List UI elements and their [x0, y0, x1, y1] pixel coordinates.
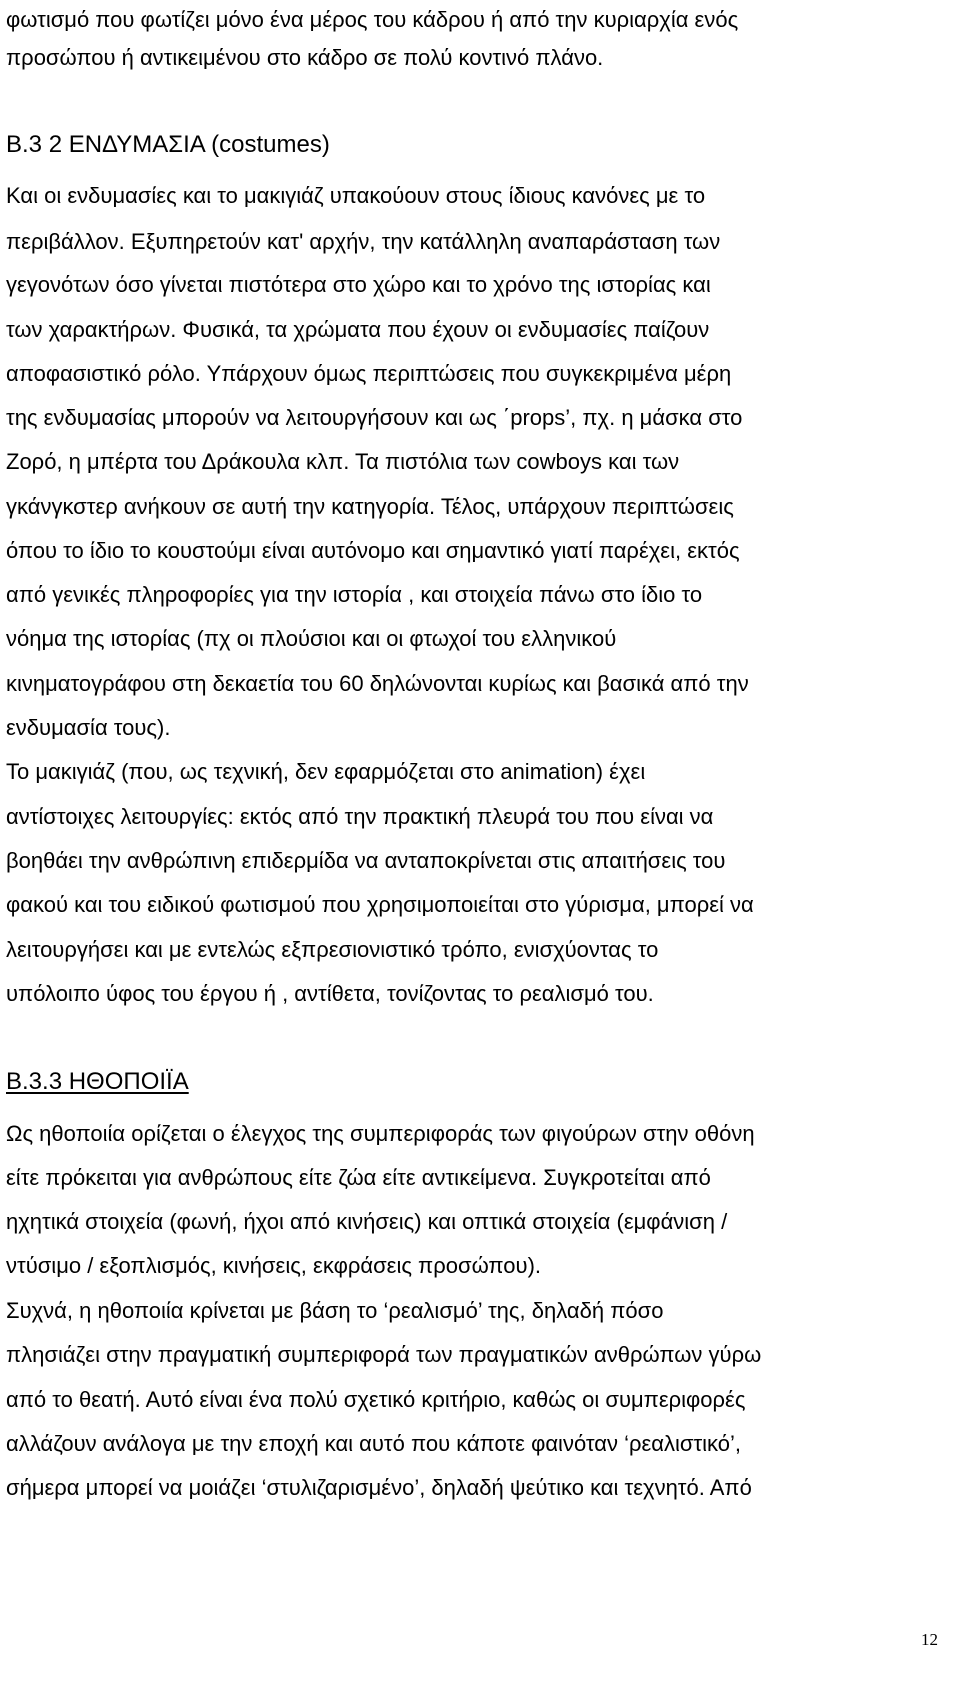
body-text-line: ντύσιμο / εξοπλισμός, κινήσεις, εκφράσεις προσώπου).: [6, 1253, 542, 1278]
section-heading-acting: B.3.3 ΗΘΟΠΟΙΪΑ: [6, 1068, 189, 1095]
body-text-line: Το μακιγιάζ (που, ως τεχνική, δεν εφαρμόζεται στο animation) έχει: [6, 759, 646, 784]
body-text-line: περιβάλλον. Εξυπηρετούν κατ' αρχήν, την κατάλληλη αναπαράσταση των: [6, 229, 721, 254]
body-text-line: γεγονότων όσο γίνεται πιστότερα στο χώρο και το χρόνο της ιστορίας και: [6, 272, 711, 297]
body-text-line: Ως ηθοποιία ορίζεται ο έλεγχος της συμπεριφοράς των φιγούρων στην οθόνη: [6, 1121, 755, 1146]
body-text-line: φωτισμό που φωτίζει μόνο ένα μέρος του κάδρου ή από την κυριαρχία ενός: [6, 7, 739, 32]
body-text-line: των χαρακτήρων. Φυσικά, τα χρώματα που έχουν οι ενδυμασίες παίζουν: [6, 317, 710, 342]
body-text-line: αποφασιστικό ρόλο. Υπάρχουν όμως περιπτώσεις που συγκεκριμένα μέρη: [6, 361, 732, 386]
page-number: 12: [921, 1630, 938, 1649]
body-text-line: αλλάζουν ανάλογα με την εποχή και αυτό που κάποτε φαινόταν ‘ρεαλιστικό’,: [6, 1431, 742, 1456]
body-text-line: είτε πρόκειται για ανθρώπους είτε ζώα είτε αντικείμενα. Συγκροτείται από: [6, 1165, 711, 1190]
body-text-line: προσώπου ή αντικειμένου στο κάδρο σε πολύ κοντινό πλάνο.: [6, 45, 604, 70]
body-text-line: κινηματογράφου στη δεκαετία του 60 δηλώνονται κυρίως και βασικά από την: [6, 671, 749, 696]
body-text-line: ηχητικά στοιχεία (φωνή, ήχοι από κινήσεις) και οπτικά στοιχεία (εμφάνιση /: [6, 1209, 728, 1234]
section-heading-costumes: B.3 2 ΕΝΔΥΜΑΣΙΑ (costumes): [6, 131, 330, 158]
body-text-line: φακού και του ειδικού φωτισμού που χρησιμοποιείται στο γύρισμα, μπορεί να: [6, 892, 754, 917]
body-text-line: ενδυμασία τους).: [6, 715, 171, 740]
body-text-line: της ενδυμασίας μπορούν να λειτουργήσουν και ως ΄props’, πχ. η μάσκα στο: [6, 405, 743, 430]
body-text-line: υπόλοιπο ύφος του έργου ή , αντίθετα, τονίζοντας το ρεαλισμό του.: [6, 981, 654, 1006]
body-text-line: νόημα της ιστορίας (πχ οι πλούσιοι και οι φτωχοί του ελληνικού: [6, 626, 617, 651]
body-text-line: όπου το ίδιο το κουστούμι είναι αυτόνομο και σημαντικό γιατί παρέχει, εκτός: [6, 538, 740, 563]
body-text-line: βοηθάει την ανθρώπινη επιδερμίδα να ανταποκρίνεται στις απαιτήσεις του: [6, 848, 726, 873]
body-text-line: Συχνά, η ηθοποιία κρίνεται με βάση το ‘ρεαλισμό’ της, δηλαδή πόσο: [6, 1298, 664, 1323]
body-text-line: από το θεατή. Αυτό είναι ένα πολύ σχετικό κριτήριο, καθώς οι συμπεριφορές: [6, 1387, 746, 1412]
body-text-line: λειτουργήσει και με εντελώς εξπρεσιονιστικό τρόπο, ενισχύοντας το: [6, 937, 659, 962]
body-text-line: γκάνγκστερ ανήκουν σε αυτή την κατηγορία. Τέλος, υπάρχουν περιπτώσεις: [6, 494, 734, 519]
body-text-line: Και οι ενδυμασίες και το μακιγιάζ υπακούουν στους ίδιους κανόνες με το: [6, 183, 706, 208]
body-text-line: Ζορό, η μπέρτα του Δράκουλα κλπ. Τα πιστόλια των cowboys και των: [6, 449, 680, 474]
body-text-line: πλησιάζει στην πραγματική συμπεριφορά των πραγματικών ανθρώπων γύρω: [6, 1342, 762, 1367]
body-text-line: αντίστοιχες λειτουργίες: εκτός από την πρακτική πλευρά του που είναι να: [6, 804, 714, 829]
body-text-line: από γενικές πληροφορίες για την ιστορία , και στοιχεία πάνω στο ίδιο το: [6, 582, 703, 607]
body-text-line: σήμερα μπορεί να μοιάζει ‘στυλιζαρισμένο’, δηλαδή ψεύτικο και τεχνητό. Από: [6, 1475, 752, 1500]
